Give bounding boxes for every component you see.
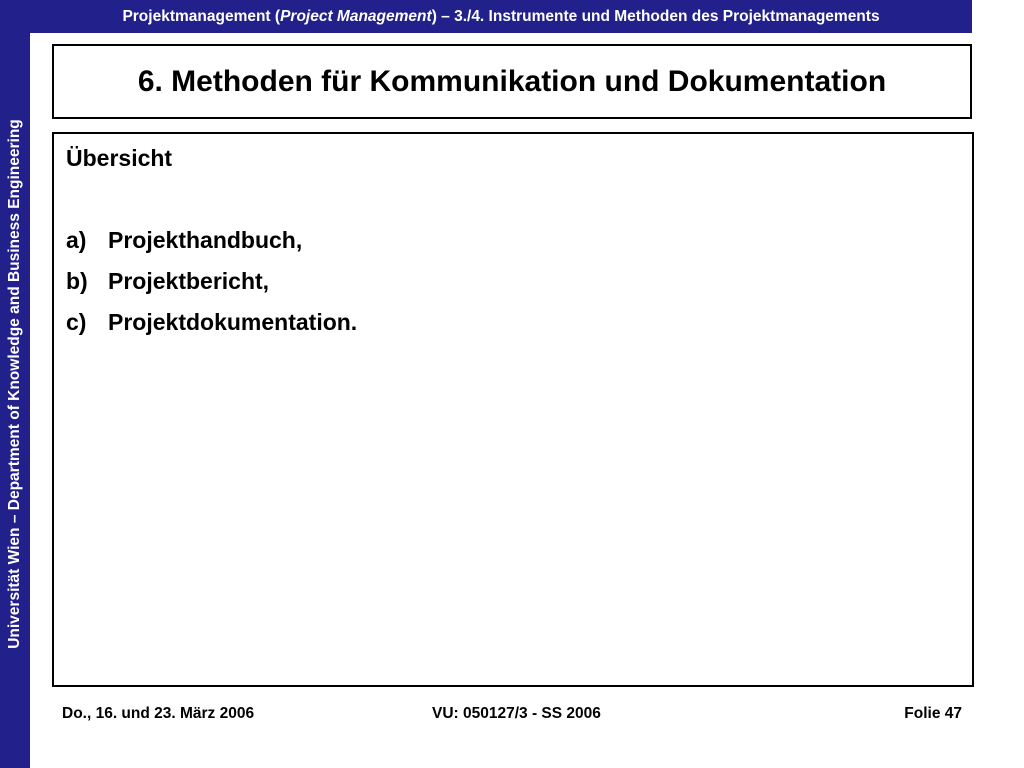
footer-slide-number: Folie 47 xyxy=(904,705,962,722)
footer-date: Do., 16. und 23. März 2006 xyxy=(62,705,255,722)
list-item-marker: c) xyxy=(66,309,87,335)
list-item-marker: a) xyxy=(66,227,87,253)
list-item-text: Projekthandbuch, xyxy=(108,227,303,253)
content-box xyxy=(52,132,974,687)
header-prefix: Projektmanagement ( xyxy=(122,8,281,25)
header-italic: Project Management xyxy=(280,8,432,25)
slide-title-box xyxy=(52,44,972,119)
list-item-text: Projektdokumentation. xyxy=(108,309,358,335)
header-suffix: ) – 3./4. Instrumente und Methoden des Projektmanagements xyxy=(431,8,880,25)
topic-list xyxy=(66,227,357,350)
header-bar xyxy=(30,0,972,33)
overview-heading: Übersicht xyxy=(66,145,173,171)
sidebar xyxy=(0,0,30,768)
slide-title: 6. Methoden für Kommunikation und Dokumentation xyxy=(137,64,887,98)
footer-course: VU: 050127/3 - SS 2006 xyxy=(432,705,601,722)
list-item xyxy=(66,309,357,350)
list-item xyxy=(66,227,357,268)
list-item-marker: b) xyxy=(66,268,88,294)
sidebar-institution-text: Universität Wien – Department of Knowledge and Business Engineering xyxy=(6,119,23,649)
list-item xyxy=(66,268,357,309)
list-item-text: Projektbericht, xyxy=(108,268,270,294)
